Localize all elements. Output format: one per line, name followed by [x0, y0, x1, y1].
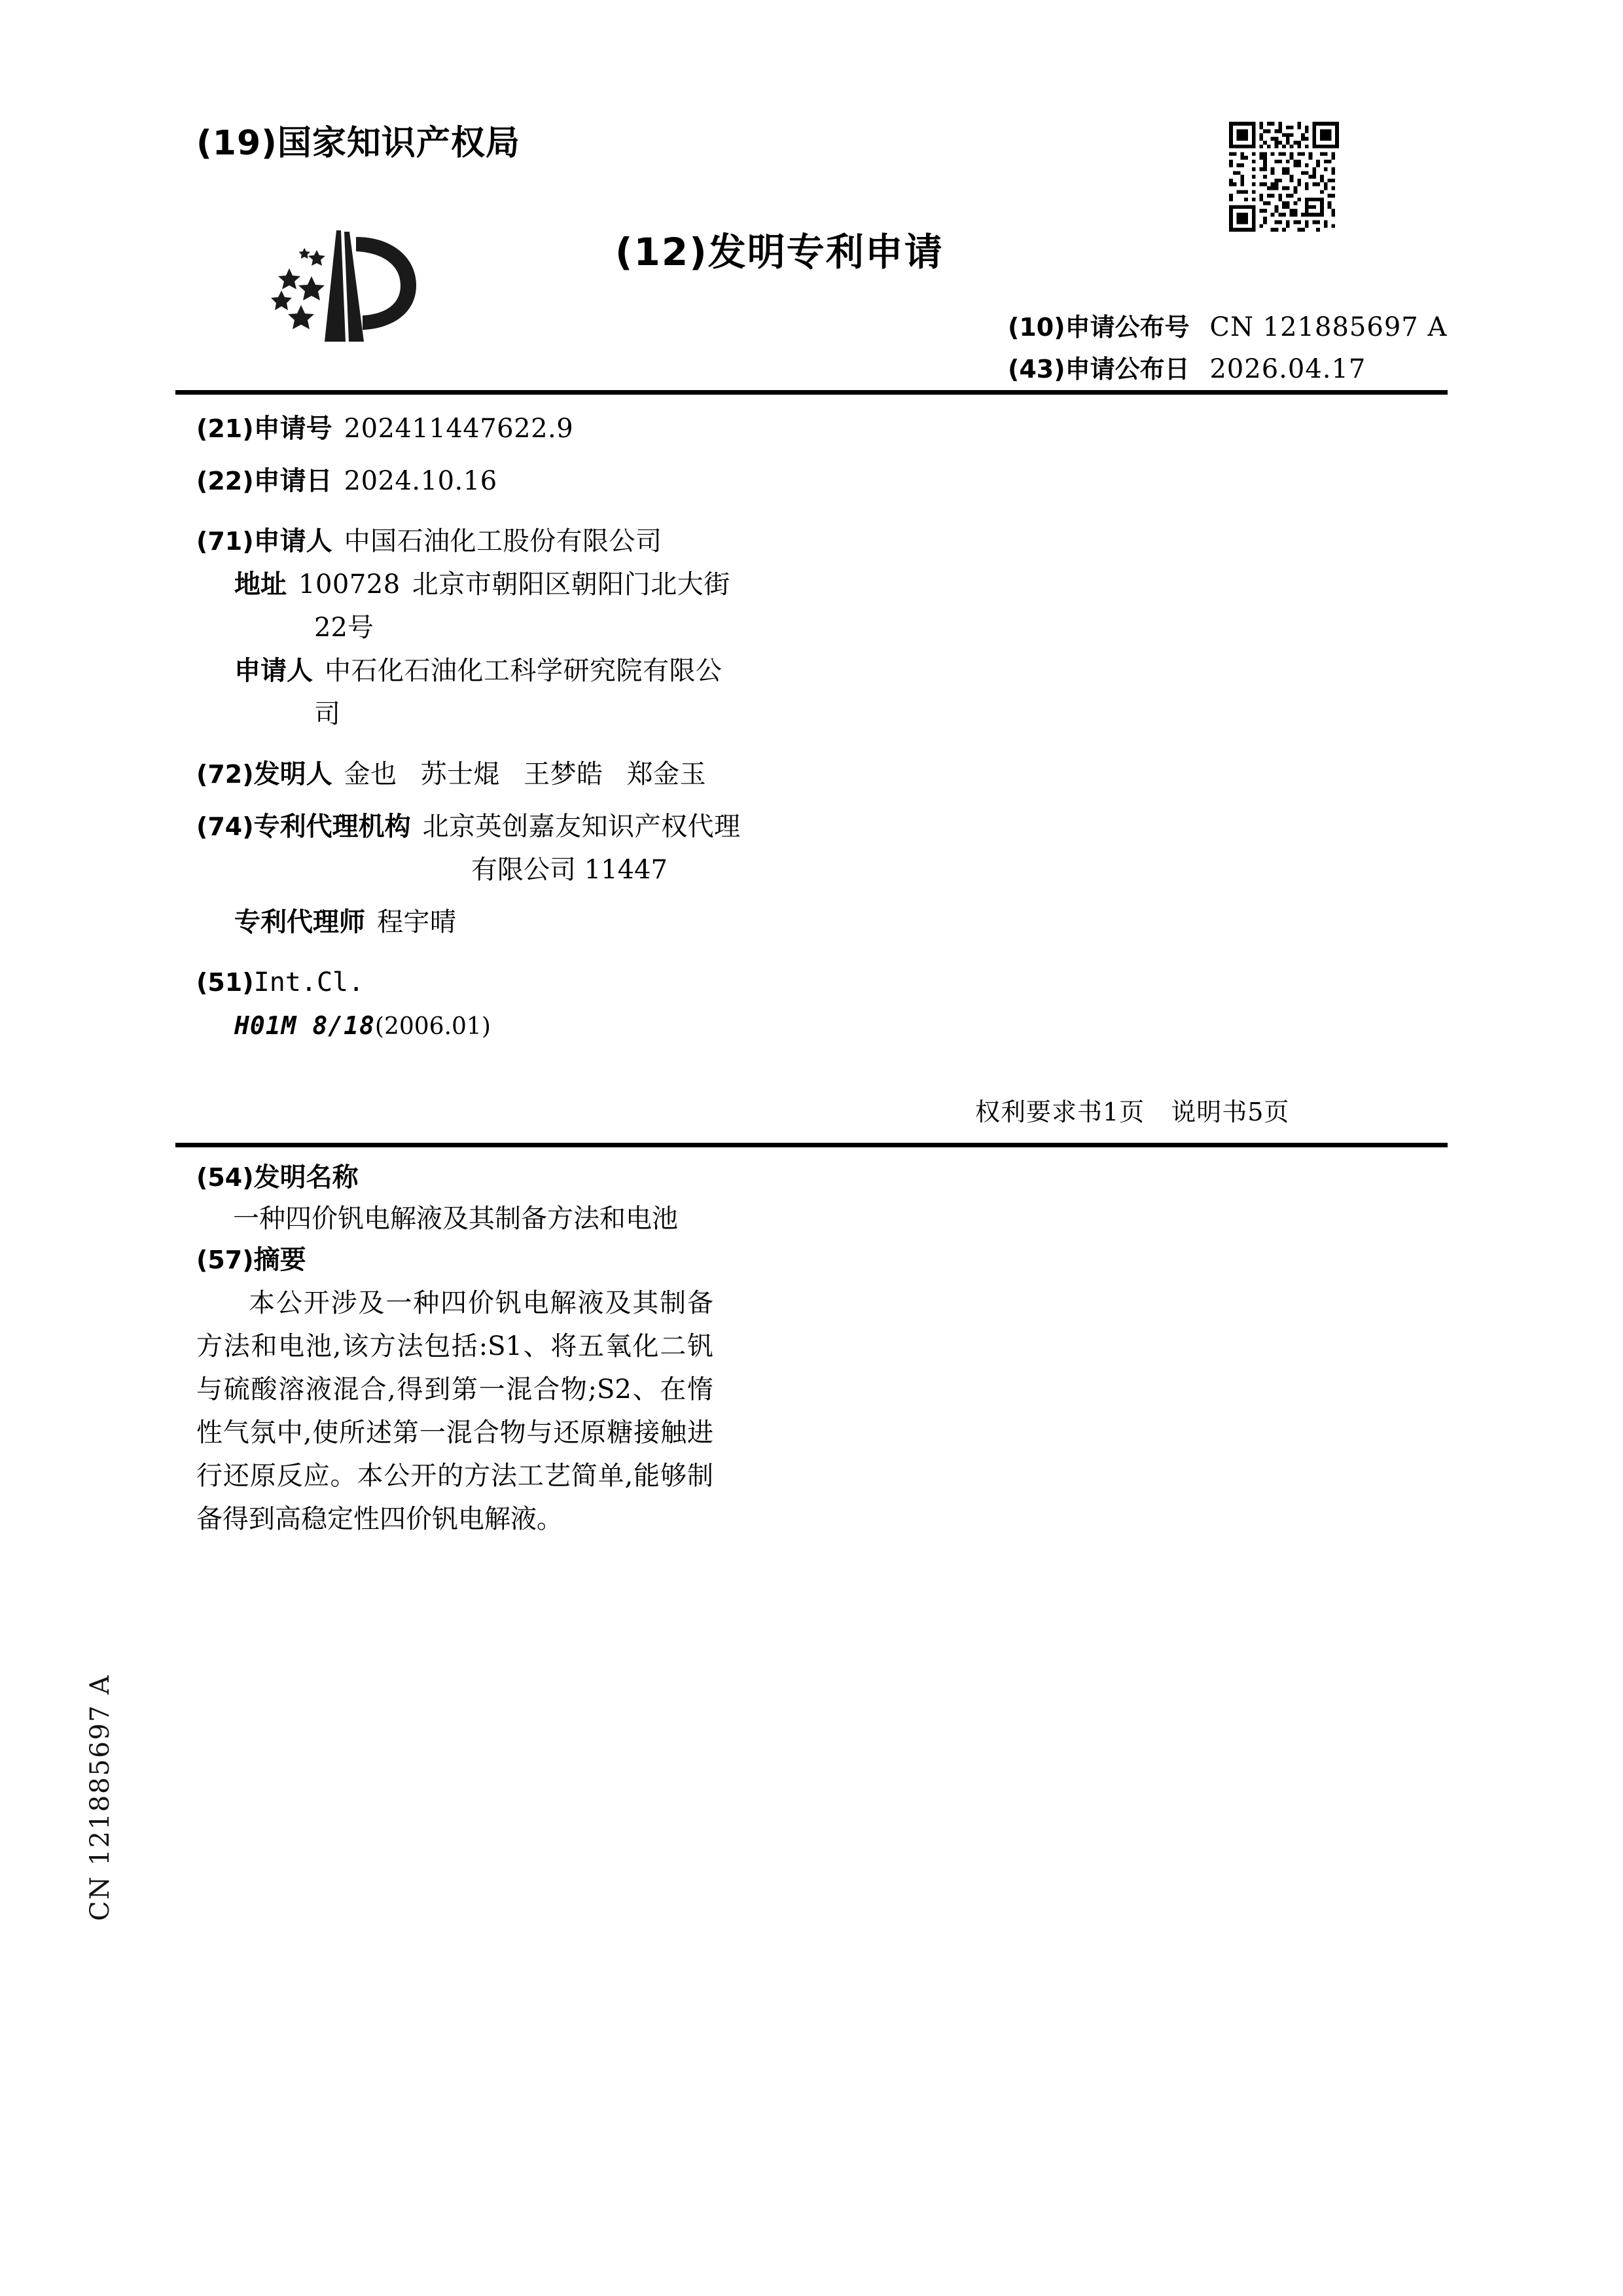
bibliographic-data	[196, 407, 1047, 1049]
address-postcode: 100728	[298, 569, 401, 600]
agent-label: 专利代理师	[234, 907, 365, 937]
claims-page-count: 权利要求书1页	[975, 1098, 1145, 1126]
agent-value: 程宇晴	[377, 907, 457, 937]
field-int-cl	[196, 961, 1047, 1049]
publication-info-block	[1008, 306, 1448, 390]
publication-date-row	[1008, 348, 1427, 390]
abstract-divider-rule	[175, 1143, 1448, 1147]
applicant-2-row-2	[196, 692, 1047, 736]
inventor-name: 王梦皓	[524, 759, 603, 789]
application-date-value: 2024.10.16	[344, 466, 497, 496]
publication-number-code: (10)	[1008, 313, 1065, 342]
application-number-label: 申请号	[253, 414, 332, 444]
applicant-1-value: 中国石油化工股份有限公司	[344, 526, 662, 556]
field-agent	[196, 901, 1047, 944]
agency-label: 专利代理机构	[253, 812, 411, 842]
application-number-code: (21)	[196, 414, 254, 443]
publication-number-row	[1008, 306, 1448, 348]
page-counts	[975, 1092, 1289, 1128]
title-and-abstract	[196, 1157, 759, 1541]
cnipa-emblem-icon	[264, 220, 428, 377]
applicant-2-label: 申请人	[234, 656, 313, 686]
publication-date-label: 申请公布日	[1065, 355, 1190, 384]
invention-title-text: 一种四价钒电解液及其制备方法和电池	[233, 1204, 678, 1234]
inventor-name: 金也	[344, 759, 397, 789]
application-number-value: 202411447622.9	[344, 414, 574, 444]
field-application-number	[196, 407, 1047, 450]
int-cl-classification-row	[196, 1004, 1047, 1049]
application-date-code: (22)	[196, 467, 254, 495]
agency-code: (74)	[196, 812, 254, 841]
applicant-address-row	[196, 563, 1047, 606]
applicant-2-line-2: 司	[314, 699, 340, 729]
address-label: 地址	[234, 569, 287, 600]
field-applicant-1	[196, 520, 1047, 649]
publication-number-value: CN 121885697 A	[1209, 312, 1448, 342]
vertical-publication-code: CN 121885697 A	[85, 1674, 115, 1921]
invention-title-heading	[196, 1157, 759, 1198]
invention-title-code: (54)	[196, 1163, 254, 1192]
int-cl-code: (51)	[196, 968, 254, 997]
inventors-label: 发明人	[253, 759, 332, 789]
address-line-1: 北京市朝阳区朝阳门北大街	[412, 569, 730, 600]
publication-number-label: 申请公布号	[1065, 313, 1190, 342]
invention-title-label: 发明名称	[253, 1162, 359, 1193]
inventor-name: 郑金玉	[626, 759, 707, 789]
address-line-2: 22号	[314, 613, 374, 643]
agency-row-2	[196, 848, 1047, 891]
abstract-body	[196, 1282, 713, 1541]
qr-code-icon	[1229, 122, 1339, 232]
applicant-2-row	[196, 649, 1047, 692]
issuing-office-heading: (19)国家知识产权局	[196, 124, 520, 163]
agency-line-2: 有限公司 11447	[471, 855, 668, 885]
inventors-value	[344, 753, 730, 796]
abstract-heading	[196, 1240, 759, 1280]
abstract-label: 摘要	[253, 1245, 306, 1275]
field-inventors	[196, 753, 1047, 796]
applicant-1-code: (71)	[196, 527, 254, 556]
publication-date-value: 2026.04.17	[1209, 354, 1366, 384]
publication-date-code: (43)	[1008, 355, 1065, 384]
document-kind-title: (12)发明专利申请	[615, 230, 944, 274]
int-cl-label: Int.Cl.	[253, 967, 365, 997]
header-divider-rule	[175, 390, 1448, 395]
abstract-code: (57)	[196, 1246, 254, 1274]
agency-line-1: 北京英创嘉友知识产权代理	[422, 812, 741, 842]
field-application-date	[196, 459, 1047, 503]
description-page-count: 说明书5页	[1171, 1098, 1290, 1126]
int-cl-classification: H01M 8/18	[234, 1011, 375, 1040]
inventors-code: (72)	[196, 760, 254, 789]
inventor-name: 苏士焜	[420, 759, 501, 789]
field-agency	[196, 805, 1047, 891]
applicant-2-line-1: 中石化石油化工科学研究院有限公	[325, 656, 722, 686]
applicant-address-row-2	[196, 606, 1047, 649]
application-date-label: 申请日	[253, 466, 332, 496]
abstract-paragraph: 本公开涉及一种四价钒电解液及其制备方法和电池,该方法包括:S1、将五氧化二钒与硫酸溶液混合,得到第一混合物;S2、在惰性气氛中,使所述第一混合物与还原糖接触进行还原反应。本公开的方法工艺简单,能够制备得到高稳定性四价钒电解液。	[196, 1288, 713, 1534]
applicant-1-label: 申请人	[253, 526, 332, 556]
field-applicant-2	[196, 649, 1047, 736]
int-cl-version: (2006.01)	[374, 1013, 491, 1040]
